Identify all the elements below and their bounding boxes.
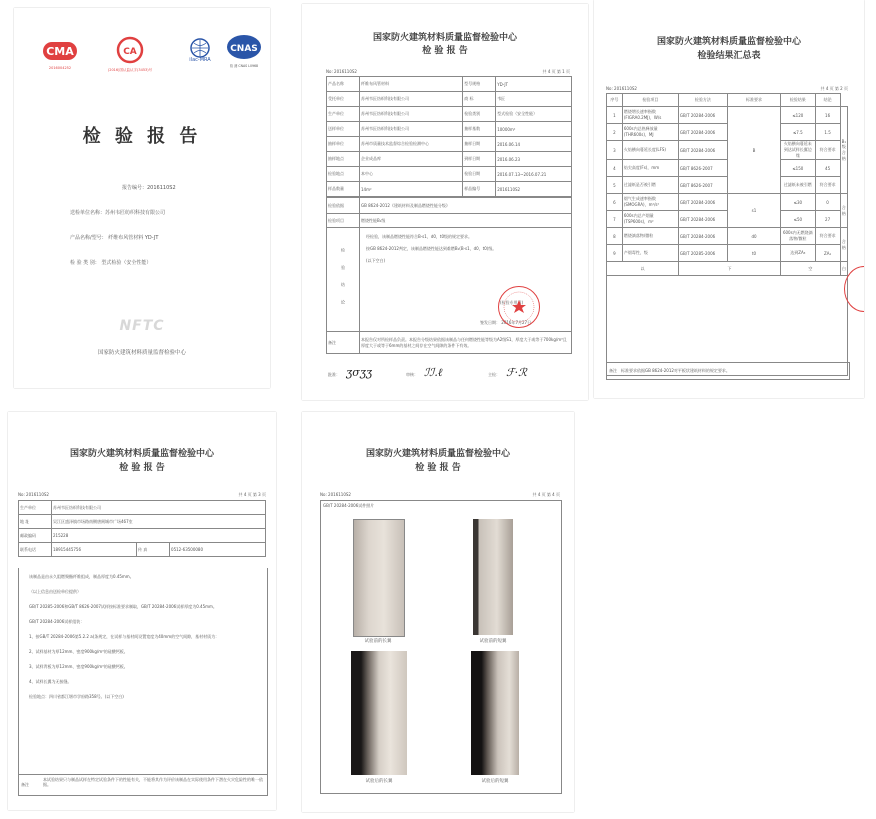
page3-field-value: 215228 [52,529,266,543]
summary-header-cell: 检验方法 [678,94,727,107]
report-field-label: 样品编号 [463,182,496,197]
report-info-row [327,137,572,152]
summary-empty-space [607,276,848,376]
report-info-row [327,92,572,107]
report-field-label: 检验日期 [463,167,496,182]
report-info-row [327,122,572,137]
page3-field-label: 生产单位 [19,501,52,515]
nftc-watermark: NFTC [119,318,165,334]
svg-text:CNAS: CNAS [230,44,258,54]
summary-row [607,211,848,228]
cover-report-no: 报告编号：2016110S2 [122,185,176,191]
summary-header-cell: 标准要求 [727,94,780,107]
summary-cell: ≤120 [781,107,815,124]
cma-caption: 2016004252 [48,66,72,70]
page3-info-row [19,501,266,515]
report-field-value: 2016.06.23 [496,152,572,167]
report-field-value: 10000m² [496,122,572,137]
report-field-value: YD-JT [496,77,572,92]
summary-row [607,245,848,262]
report-field-value: 韦匠 [496,92,572,107]
summary-cell: 7 [607,211,623,228]
caption-after-long: 试验后的长翼 [365,779,393,784]
cover-page [14,8,270,388]
report-field-label: 样品数量 [327,182,360,197]
summary-cell: ZA₁ [815,245,840,262]
report-info-table [326,76,572,197]
summary-row [607,160,848,177]
report-field-label: 抽样单位 [327,137,360,152]
report-field-value: 苏州韦匠纺织科技有限公司 [360,107,463,122]
report-page-1 [302,4,588,400]
summary-cell: GB/T 20284-2006 [678,107,727,124]
page3-remark-box [18,774,268,796]
report-info-row [327,77,572,92]
review-label: 审核： [406,372,418,377]
caption-after-short: 试验后的短翼 [481,779,509,784]
summary-header-cell: 检验项目 [622,94,678,107]
report-page-no: 共 4 页 第 1 页 [542,69,570,74]
main-test-signature: ℱ·ℛ [506,366,527,379]
report-field-value: 2016.06.14 [496,137,572,152]
photo-after-short [471,651,519,775]
page3-body [18,568,268,775]
summary-header-cell: 检验结果 [781,94,815,107]
report-field-value: 2016.07.13~2016.07.21 [496,167,572,182]
remark-label: 备注 [327,332,360,354]
summary-cell: 燃烧滴落物/微粒 [622,228,678,245]
page3-field-value: 18915445756 [52,543,137,557]
summary-header-line [606,86,848,91]
verdict-cell: 合格 [840,228,847,262]
page3-field-label: 联系电话 [19,543,52,557]
summary-cell: 达到ZA₃ [781,245,815,262]
summary-row [607,177,848,194]
summary-cell: 600s内总热释放量(THR600s)，MJ [622,124,678,141]
summary-cell: 45 [815,160,840,177]
report-field-value: 苏州市质量技术监督综合检验检测中心 [360,137,463,152]
blank-row-cell: 白 [840,262,847,276]
page4-no: No: 2016110S2 [320,492,351,497]
summary-cell: GB/T 20284-2006 [678,141,727,160]
conclusion-2: 按GB 8624-2012判定，该制品燃烧性能达到难燃B₁(B-s1，d0，t0)级。 [366,246,497,251]
summary-no: No: 2016110S2 [606,86,637,91]
summary-cell: 9 [607,245,623,262]
summary-table [606,93,848,376]
summary-header-cell: 序号 [607,94,623,107]
svg-text:CA: CA [123,47,137,57]
verdict-cell: B₁级合格 [840,107,847,194]
page3-field-value: 苏州韦匠纺织科技有限公司 [52,501,266,515]
conclusion-label: 检 验 结 论 [327,228,360,332]
page3-paragraph: （以上信息由送检单位提供） [29,589,81,594]
page4-header-line [320,492,560,497]
summary-cell: 600s内总产烟量(TSP600s)，m² [622,211,678,228]
summary-blank-row [607,262,848,276]
summary-cell: 8 [607,228,623,245]
summary-cell: 烟气生成速率指数(SMOGRA)，m²/s² [622,194,678,211]
page3-field-label: 地 址 [19,515,52,529]
summary-cell: 5 [607,177,623,194]
page3-no: No: 2016110S2 [18,492,49,497]
summary-header-cell: 结论 [815,94,840,107]
report-field-label: 抽样日期 [463,137,496,152]
report-field-value: 型式检验（安全性能） [496,107,572,122]
main-test-label: 主检： [488,372,500,377]
summary-cell: 600s内无燃烧滴落物/微粒 [781,228,815,245]
review-signature: ℐℐ.ℓ [424,366,443,379]
summary-remark-label: 备注 [609,368,617,373]
approve-signature: ʒσʒʒ [346,366,373,379]
summary-org: 国家防火建筑材料质量监督检验中心 [656,37,801,47]
summary-cell: 燃烧增长速率指数(FIGRA0.2MJ)，W/s [622,107,678,124]
summary-cell: 过滤纸未被引燃 [781,177,815,194]
summary-cell: GB/T 20285-2006 [678,245,727,262]
page3-field-label: 邮政编码 [19,529,52,543]
page3-title: 检 验 报 告 [119,463,165,473]
page3-paragraph: 1、按GB/T 20284-2006第5.2.2 a)条规定，在试样与基材间设置宽度为40mm的空气间隙，基材材质为： [29,634,220,639]
page3-page-no: 共 4 页 第 3 页 [238,492,266,497]
basis-label: 检验依据 [327,198,360,214]
report-field-label: 抽样基数 [463,122,496,137]
summary-cell: 4 [607,160,623,177]
verdict-cell: 合格 [840,194,847,228]
report-field-label: 送样单位 [327,122,360,137]
summary-cell: 产烟毒性，级 [622,245,678,262]
summary-cell: 1.5 [815,124,840,141]
page3-info-row [19,529,266,543]
cnas-logo [226,34,262,68]
grade-cell: s1 [727,194,780,228]
page4-title: 检 验 报 告 [415,463,461,473]
cover-org: 国家防火建筑材料质量监督检验中心 [97,350,186,356]
report-header-line [326,69,570,74]
page3-paragraph: 4、试样长翼为无接缝。 [29,679,72,684]
report-field-label: 受托单位 [327,92,360,107]
page3-info-row [19,543,266,557]
summary-row [607,107,848,124]
summary-cell: 符合要求 [815,228,840,245]
report-org: 国家防火建筑材料质量监督检验中心 [372,33,517,43]
report-info-row [327,152,572,167]
item-label: 检验项目 [327,214,360,228]
report-info-row [327,167,572,182]
report-field-value: 14m² [360,182,463,197]
summary-cell: ≤50 [781,211,815,228]
summary-cell: 焰尖高度(Fs)，mm [622,160,678,177]
summary-cell: 3 [607,141,623,160]
page3-field-label: 传 真 [137,543,170,557]
summary-cell: 16 [815,107,840,124]
blank-row-cell: 下 [678,262,780,276]
summary-cell: 火焰横向蔓延未到达试样长翼边缘 [781,141,815,160]
report-field-label: 检验类别 [463,107,496,122]
inspection-stamp [498,286,540,328]
report-field-label: 到样日期 [463,152,496,167]
report-field-value: 本中心 [360,167,463,182]
conclusion-1: 经检验，该制品燃烧性能符合B-s1，d0，t0级的规定要求。 [366,234,473,239]
report-basis-table [326,197,572,354]
summary-row [607,141,848,160]
report-field-label: 生产单位 [327,107,360,122]
photo-before-short [473,519,513,635]
stamp-label: (检验专用章) [500,300,524,305]
page3-field-value: 0512-63500080 [170,543,266,557]
basis-value: GB 8624-2012《建筑材料及制品燃烧性能分级》 [360,198,572,214]
summary-cell: 符合要求 [815,177,840,194]
photo-before-long [353,519,405,637]
item-value: 燃烧性能B₁级 [360,214,572,228]
page3-paragraph: GB/T 20284-2006试样组装： [29,619,85,624]
summary-title: 检验结果汇总表 [697,51,761,61]
page3-paragraph: GB/T 20285-2006和GB/T 8626-2007试样按标准要求制取，GB/T 20284-2006试样厚度为0.45mm。 [29,604,217,609]
summary-cell: 0 [815,194,840,211]
summary-cell: 27 [815,211,840,228]
blank-row-cell: 空 [781,262,841,276]
page3-paragraph: 2、试样基材为厚12mm、密度900kg/m³的硅酸钙板。 [29,649,128,654]
photo-frame [320,500,562,794]
report-field-label: 抽样地点 [327,152,360,167]
summary-row [607,228,848,245]
page4-org: 国家防火建筑材料质量监督检验中心 [365,449,510,459]
summary-cell: 火焰横向蔓延长度(LFS) [622,141,678,160]
summary-remark-box [606,362,850,380]
page3-paragraph: 3、试样背板为厚12mm、密度900kg/m³的硅酸钙板。 [29,664,128,669]
report-no: No: 2016110S2 [326,69,357,74]
svg-text:CMA: CMA [46,45,74,58]
summary-cell: 2 [607,124,623,141]
report-field-value: 苏州韦匠纺织科技有限公司 [360,122,463,137]
grade-cell: B [727,107,780,194]
report-page-4 [302,412,574,812]
conclusion-cell [360,228,572,332]
approve-label: 批准： [328,372,340,377]
page3-paragraph: 检验地点：四川省都江堰市学府路358号。(以下空白) [29,694,124,699]
caption-before-short: 试验前的短翼 [479,639,507,644]
summary-row [607,194,848,211]
photo-after-long [351,651,407,775]
summary-cell: 1 [607,107,623,124]
report-field-value: 苏州韦匠纺织科技有限公司 [360,92,463,107]
summary-cell: ≤150 [781,160,815,177]
report-title: 检 验 报 告 [422,46,468,56]
conclusion-3: (以下空白) [366,258,386,263]
report-field-label: 商 标 [463,92,496,107]
report-field-label: 产品名称 [327,77,360,92]
cover-title: 检 验 报 告 [82,126,202,147]
report-info-row [327,107,572,122]
grade-cell: t0 [727,245,780,262]
report-field-value: 企业成品库 [360,152,463,167]
caption-before-long: 试验前的长翼 [364,639,392,644]
cover-product: 产品名称/型号： 纤维布风管材料 YD-JT [70,235,159,241]
report-field-value: 纤维布风管材料 [360,77,463,92]
summary-cell: GB/T 20284-2006 [678,194,727,211]
report-field-label: 型号规格 [463,77,496,92]
report-field-label: 检验地点 [327,167,360,182]
blank-row-cell: 以 [607,262,679,276]
photo-subtitle: GB/T 20284-2006试件照片 [323,503,375,508]
summary-cell: ≤30 [781,194,815,211]
cal-logo [104,36,156,72]
summary-cell: 过滤纸是否被引燃 [622,177,678,194]
summary-cell: 6 [607,194,623,211]
page3-remark-label: 备注 [21,782,29,787]
page3-info-table [18,500,266,557]
issue-date: 签发日期： 2016年7月27日 [480,320,532,325]
page3-header-line [18,492,266,497]
report-info-row [327,182,572,197]
summary-cell: ≤7.5 [781,124,815,141]
page3-field-value: 吴江区盛泽镇市场路南侧唐闸城市广场467室 [52,515,266,529]
summary-cell: GB/T 8626-2007 [678,177,727,194]
page4-page-no: 共 4 页 第 4 页 [532,492,560,497]
summary-cell: GB/T 20284-2006 [678,211,727,228]
cnas-caption: 检 测 CNAS L0968 [229,64,259,68]
cal-caption: (2016)国认监认字(3453)号 [107,68,153,72]
summary-cell: GB/T 20284-2006 [678,228,727,245]
summary-page-no: 共 4 页 第 2 页 [820,86,848,91]
cover-client: 送检单位名称：苏州韦匠纺织科技有限公司 [70,210,166,216]
summary-page [594,0,864,398]
svg-text:ilac-MRA: ilac-MRA [189,57,211,62]
summary-cell: GB/T 8626-2007 [678,160,727,177]
page3-remark: 本试验结果只与制品试样在特定试验条件下的性能有关，不能将其作为评价该制品在实际使用条件下潜在火灾危险性的唯一依据。 [43,777,263,787]
ilac-logo [184,38,216,66]
summary-cell: GB/T 20284-2006 [678,124,727,141]
report-page-3 [8,412,276,810]
summary-cell: 符合要求 [815,141,840,160]
remark-value: 本报告仅对所检样品负责。本报告分级结果依据该制品与任何燃烧性能等级为A2级S1，厚度大于或等于700kg/m³且厚度大于或等于6mm的基材之间存在空气间隙的条件下有效。 [360,332,572,354]
page3-paragraph: 该制品是由永久阻燃聚酯纤维组成，制品厚度为0.45mm。 [29,574,134,579]
grade-cell: d0 [727,228,780,245]
summary-remark: 标准要求依据GB 8624-2012对平板状建筑材料的规定要求。 [621,368,730,373]
cma-logo [42,40,78,70]
cover-test-type: 检 验 类 别： 型式检验（安全性能） [70,260,152,266]
page3-org: 国家防火建筑材料质量监督检验中心 [69,449,214,459]
summary-row [607,124,848,141]
report-field-value: 2016110S2 [496,182,572,197]
page3-info-row [19,515,266,529]
